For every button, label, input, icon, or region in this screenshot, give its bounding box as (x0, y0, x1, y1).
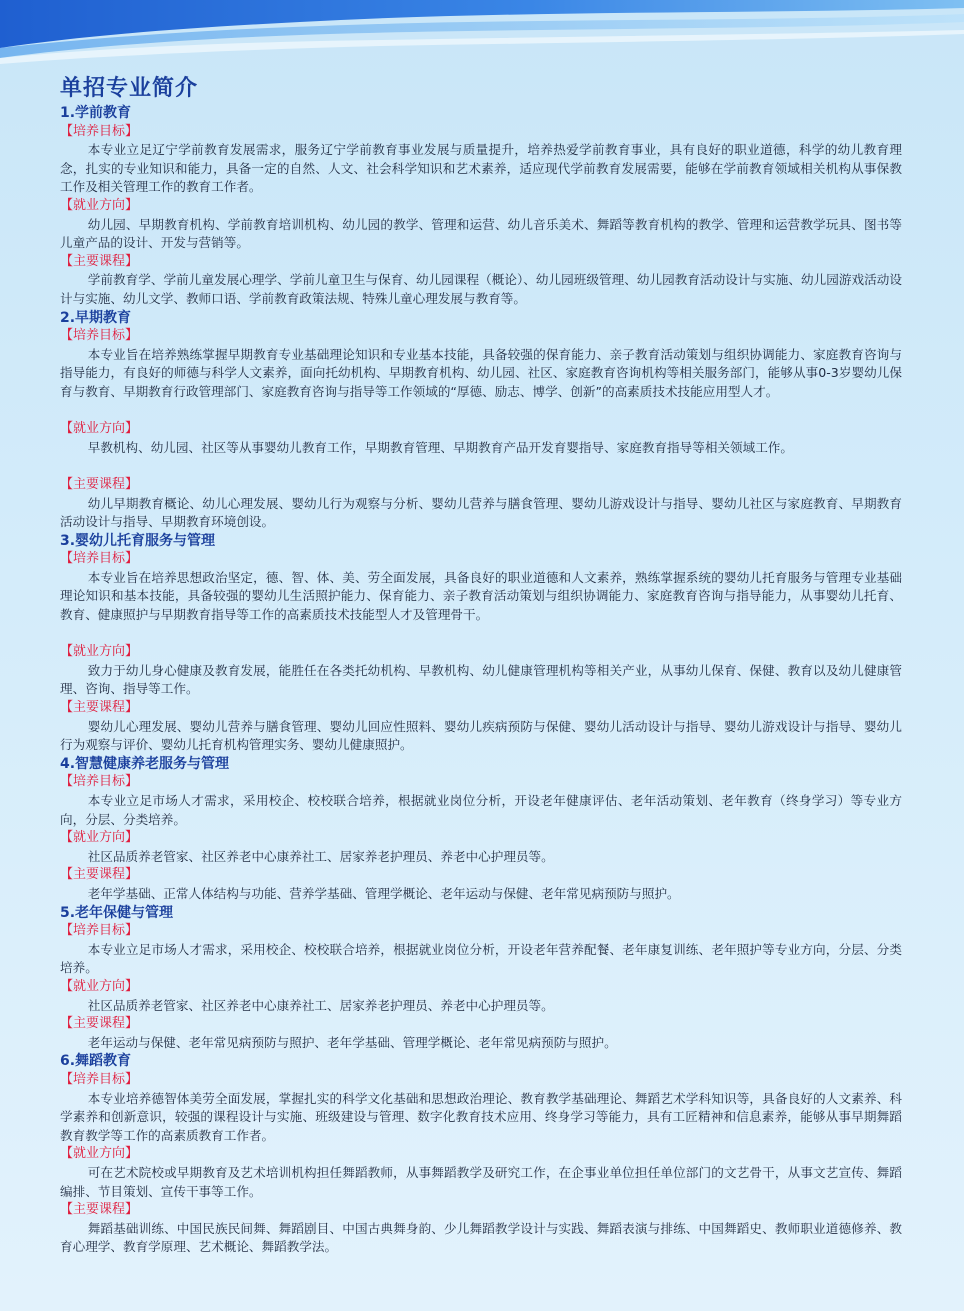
section-heading: 1.学前教育 (60, 105, 132, 121)
career-text: 社区品质养老管家、社区养老中心康养社工、居家养老护理员、养老中心护理员等。 (87, 848, 554, 864)
courses-text: 婴幼儿心理发展、婴幼儿营养与膳食管理、婴幼儿回应性照料、婴幼儿疾病预防与保健、婴幼儿活动设计与指导、婴幼儿游戏设计与指导、婴幼儿行为观察与评价、婴幼儿托育机构管理实务、婴幼儿健康照护。 (60, 718, 902, 753)
goal-text: 本专业培养德智体美劳全面发展，掌握扎实的科学文化基础和思想政治理论、教育教学基础理论、舞蹈艺术学科知识等，具备良好的人文素养、科学素养和创新意识，较强的课程设计与实施、班级建设与管理、数字化教育技术应用、终身学习等能力，具有工匠精神和信息素养，能够从事早期舞蹈教育教学等工作的高素质教育工作者。 (60, 1090, 902, 1143)
career-text: 社区品质养老管家、社区养老中心康养社工、居家养老护理员、养老中心护理员等。 (87, 997, 554, 1013)
career-text: 致力于幼儿身心健康及教育发展，能胜任在各类托幼机构、早教机构、幼儿健康管理机构等相关产业，从事幼儿保育、保健、教育以及幼儿健康管理、咨询、指导等工作。 (60, 662, 902, 697)
major-section (60, 1052, 902, 1257)
goal-text: 本专业旨在培养熟练掌握早期教育专业基础理论知识和专业基本技能，具备较强的保育能力、亲子教育活动策划与组织协调能力、家庭教育咨询与指导能力，有良好的师德与科学人文素养，面向托幼机构、早期教育机构、幼儿园、社区、家庭教育咨询机构等相关服务部门，能够从事0-3岁婴幼儿保育与教育、早期教育行政管理部门、家庭教育咨询与指导等工作领域的“厚德、励志、博学、创新”的高素质技术技能应用型人才。 (60, 346, 902, 399)
courses-text: 幼儿早期教育概论、幼儿心理发展、婴幼儿行为观察与分析、婴幼儿营养与膳食管理、婴幼儿游戏设计与指导、婴幼儿社区与家庭教育、早期教育活动设计与指导、早期教育环境创设。 (60, 495, 902, 530)
courses-tag: 【主要课程】 (60, 476, 139, 492)
goal-text: 本专业立足市场人才需求，采用校企、校校联合培养，根据就业岗位分析，开设老年健康评估、老年活动策划、老年教育（终身学习）等专业方向，分层、分类培养。 (60, 793, 902, 827)
goal-tag: 【培养目标】 (60, 123, 139, 139)
goal-tag: 【培养目标】 (60, 1071, 139, 1087)
goal-tag: 【培养目标】 (60, 551, 139, 567)
career-text: 幼儿园、早期教育机构、学前教育培训机构、幼儿园的教学、管理和运营、幼儿音乐美术、舞蹈等教育机构的教学、管理和运营教学玩具、图书等儿童产品的设计、开发与营销等。 (60, 216, 902, 251)
courses-text: 老年运动与保健、老年常见病预防与照护、老年学基础、管理学概论、老年常见病预防与照护。 (87, 1034, 617, 1050)
goal-text: 本专业立足辽宁学前教育发展需求，服务辽宁学前教育事业发展与质量提升，培养热爱学前教育事业，具有良好的职业道德，科学的幼儿教育理念，扎实的专业知识和能力，具备一定的自然、人文、社会科学知识和艺术素养，适应现代学前教育发展需要，能够在学前教育领域相关机构从事保教工作及相关管理工作的教育工作者。 (60, 142, 902, 195)
courses-text: 学前教育学、学前儿童发展心理学、学前儿童卫生与保育、幼儿园课程（概论）、幼儿园班级管理、幼儿园教育活动设计与实施、幼儿园游戏活动设计与实施、幼儿文学、教师口语、学前教育政策法规、特殊儿童心理发展与教育等。 (60, 272, 902, 306)
career-tag: 【就业方向】 (60, 197, 139, 213)
career-tag: 【就业方向】 (60, 830, 139, 846)
major-section (60, 755, 902, 904)
section-heading: 6.舞蹈教育 (60, 1053, 132, 1070)
courses-tag: 【主要课程】 (60, 1016, 139, 1032)
goal-tag: 【培养目标】 (60, 328, 139, 344)
goal-tag: 【培养目标】 (60, 923, 139, 939)
top-decorative-band (0, 0, 964, 70)
courses-tag: 【主要课程】 (60, 1202, 139, 1218)
major-section (60, 309, 902, 532)
major-section (60, 104, 902, 309)
career-tag: 【就业方向】 (60, 644, 139, 660)
courses-text: 舞蹈基础训练、中国民族民间舞、舞蹈剧目、中国古典舞身韵、少儿舞蹈教学设计与实践、舞蹈表演与排练、中国舞蹈史、教师职业道德修养、教育心理学、教育学原理、艺术概论、舞蹈教学法。 (60, 1220, 902, 1255)
goal-text: 本专业旨在培养思想政治坚定，德、智、体、美、劳全面发展，具备良好的职业道德和人文素养，熟练掌握系统的婴幼儿托育服务与管理专业基础理论知识和基本技能，具备较强的婴幼儿生活照护能力、保育能力、亲子教育活动策划与组织协调能力、家庭教育咨询与指导能力，从事婴幼儿托育、教育、健康照护与早期教育指导等工作的高素质技术技能型人才及管理骨干。 (60, 569, 902, 623)
major-section (60, 904, 902, 1053)
section-heading: 3.婴幼儿托育服务与管理 (60, 532, 216, 549)
career-tag: 【就业方向】 (60, 421, 139, 437)
courses-text: 老年学基础、正常人体结构与功能、营养学基础、管理学概论、老年运动与保健、老年常见病预防与照护。 (87, 885, 680, 901)
goal-tag: 【培养目标】 (60, 774, 139, 790)
courses-tag: 【主要课程】 (60, 700, 139, 716)
goal-text: 本专业立足市场人才需求，采用校企、校校联合培养，根据就业岗位分析，开设老年营养配餐、老年康复训练、老年照护等专业方向，分层、分类培养。 (60, 941, 902, 976)
courses-tag: 【主要课程】 (60, 867, 139, 883)
career-text: 可在艺术院校或早期教育及艺术培训机构担任舞蹈教师，从事舞蹈教学及研究工作，在企事业单位担任单位部门的文艺骨干，从事文艺宣传、舞蹈编排、节目策划、宣传干事等工作。 (60, 1164, 902, 1199)
career-tag: 【就业方向】 (60, 1146, 139, 1162)
courses-tag: 【主要课程】 (60, 253, 139, 269)
page-title: 单招专业简介 (60, 76, 199, 101)
wave-decoration (0, 0, 964, 70)
section-heading: 2.早期教育 (60, 309, 132, 326)
section-heading: 4.智慧健康养老服务与管理 (60, 755, 230, 772)
page-content (60, 74, 902, 1257)
major-section (60, 532, 902, 755)
career-tag: 【就业方向】 (60, 978, 139, 994)
career-text: 早教机构、幼儿园、社区等从事婴幼儿教育工作，早期教育管理、早期教育产品开发育婴指导、家庭教育指导等相关领域工作。 (87, 439, 793, 455)
section-heading: 5.老年保健与管理 (60, 904, 174, 921)
